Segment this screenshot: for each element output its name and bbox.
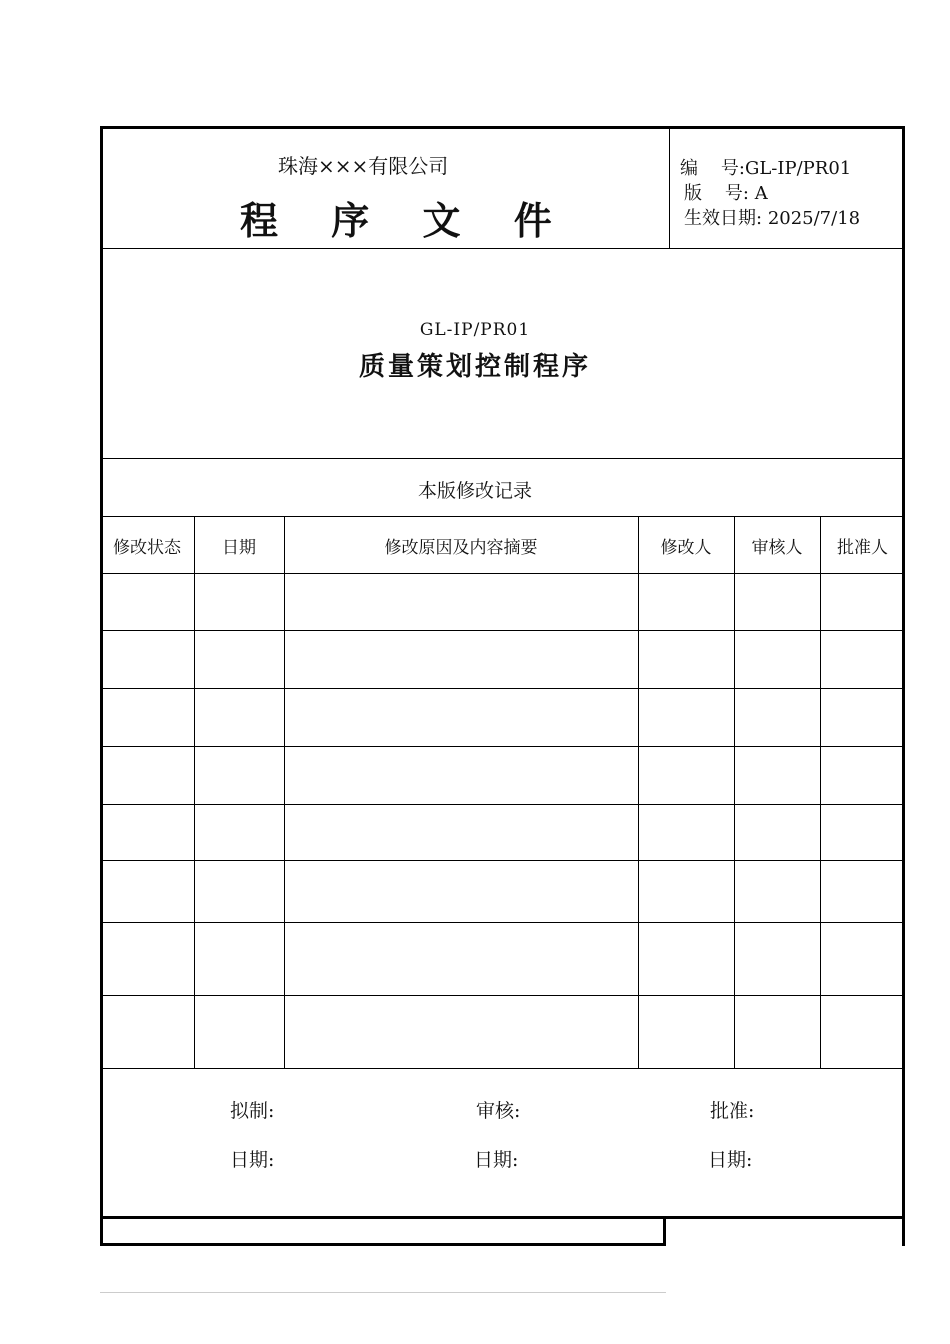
revision-record-title: 本版修改记录 (417, 480, 532, 502)
header-meta-divider (669, 126, 670, 248)
approve-date-label: 日期: (708, 1149, 753, 1171)
table-column-divider (194, 516, 195, 1068)
table-row (100, 922, 905, 923)
doc-version-value: A (754, 183, 768, 204)
col-header-summary: 修改原因及内容摘要 (384, 538, 538, 558)
doc-version (684, 179, 768, 205)
col-header-reviewer: 审核人 (751, 538, 803, 558)
company-name: 珠海×××有限公司 (278, 154, 449, 178)
header-divider (100, 248, 905, 249)
effective-date-value: 2025/7/18 (767, 208, 861, 229)
doc-number-value: GL-IP/PR01 (744, 158, 852, 179)
review-date-label: 日期: (474, 1149, 519, 1171)
draft-label: 拟制: (230, 1100, 275, 1122)
page-footer-rule (100, 1292, 666, 1293)
doc-number (680, 154, 851, 180)
table-row (100, 860, 905, 861)
table-bottom (100, 1068, 905, 1069)
col-header-modifier: 修改人 (660, 538, 712, 558)
table-column-divider (638, 516, 639, 1068)
col-header-approver: 批准人 (837, 538, 888, 558)
table-row (100, 573, 905, 574)
document-title: 质量策划控制程序 (358, 352, 591, 382)
table-row (100, 995, 905, 996)
col-header-status: 修改状态 (113, 538, 181, 558)
doc-effective-date (684, 204, 860, 230)
revision-title-divider (100, 516, 905, 517)
table-row (100, 804, 905, 805)
table-column-divider (820, 516, 821, 1068)
col-header-date: 日期 (222, 538, 256, 558)
footer-box (100, 1218, 666, 1246)
doc-number-label: 编 号: (680, 158, 745, 179)
doc-type-title: 程 序 文 件 (240, 198, 572, 243)
effective-date-label: 生效日期: (684, 208, 763, 229)
doc-version-label: 版 号: (684, 183, 749, 204)
review-label: 审核: (476, 1100, 521, 1122)
table-row (100, 688, 905, 689)
footer-right-edge (902, 1218, 905, 1246)
document-code: GL-IP/PR01 (419, 320, 531, 340)
table-row (100, 746, 905, 747)
draft-date-label: 日期: (230, 1149, 275, 1171)
document-frame (100, 126, 905, 1218)
title-divider (100, 458, 905, 459)
table-column-divider (734, 516, 735, 1068)
approve-label: 批准: (710, 1100, 755, 1122)
table-row (100, 630, 905, 631)
table-column-divider (284, 516, 285, 1068)
